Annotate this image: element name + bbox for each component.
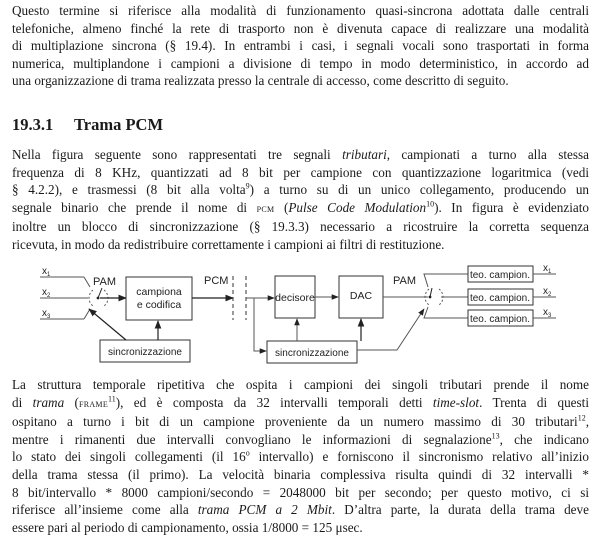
pam-label-right: PAM [393,275,417,287]
section-heading [12,115,163,135]
decisor-label: decisore [275,292,315,304]
text-run: ). In figura è evidenziato [434,199,589,215]
text-line [12,448,589,466]
footnote-ref[interactable]: 12 [577,413,586,423]
sync-label-right: sincronizzazione [275,348,349,359]
text-run: di [12,394,33,410]
pcm-block-diagram [0,258,600,370]
italic-term: trama PCM a 2 Mbit [197,502,332,518]
text-run: ( [274,199,289,215]
text-run: ( [64,394,79,410]
ordinal-mark: o [245,448,250,458]
small-caps-term: frame [78,397,109,410]
text-run: segnale binario che prende il nome di [12,199,257,215]
dac-label: DAC [349,290,373,302]
text-run: ) a turno su di un unico collegamento, producendo un [249,182,590,198]
text-line: La struttura temporale ripetitiva che ospita i campioni dei singoli tributari prende il nome [12,377,589,392]
output-label-1: $x_1$ [543,263,552,275]
text-run: § 4.2.2), e trasmessi (8 bit alla volta [12,182,246,198]
text-line: ricevuta, in modo da redistribuire correttamente i campioni ai filtri di restituzione. [12,236,445,252]
text-line [12,413,589,431]
text-line [12,394,589,414]
text-run: . D’altra parte, la durata della trama deve [331,502,589,518]
multiplexer-switch-icon [89,288,108,306]
text-run: ), ed è composta da 32 intervalli temporali detti [115,394,433,410]
text-line: inoltre un blocco di sincronizzazione (§ 19.3.3) necessario a ricostruire la corretta sequenza [12,219,589,235]
text-run: , [585,414,589,430]
small-caps-term: pcm [256,202,275,215]
text-line [12,146,589,164]
text-line [12,431,589,449]
text-line: della trama stessa (il primo). La velocità binaria complessiva risulta quindi di 32 intervalli * [12,466,589,482]
input-label-2: $x_2$ [42,287,51,299]
text-line [12,501,589,519]
text-run: , che indicano [499,431,589,447]
text-run: , campionati a turno alla stessa [386,147,589,162]
text-line: di multiplazione sincrona (§ 19.4). In entrambi i casi, i segnali vocali sono trasportati in forma [12,38,589,54]
text-run: lo stato dei singoli collegamenti (il 16 [12,449,246,465]
text-line: una organizzazione di trama realizzata presso la centrale di accesso, come descritto di seguito. [12,73,509,89]
italic-term: time-slot [432,394,480,410]
output-label-2: $x_2$ [543,286,552,298]
text-line [12,181,589,199]
filter-label-1: teo. campion. [469,270,531,281]
encoder-label-line1: campiona [136,286,182,298]
filter-label-3: teo. campion. [469,314,531,325]
footnote-ref[interactable]: 10 [426,199,435,209]
output-label-3: $x_3$ [543,307,552,319]
sync-label-left: sincronizzazione [108,347,182,358]
channel-break [233,276,246,320]
text-run: mentre i rimanenti due intervalli convogliano le informazioni di segnalazione [12,431,492,447]
encoder-label-line2: e codifica [136,299,182,311]
text-line [12,199,589,219]
text-line: frequenza di 8 KHz, quantizzati ad 8 bit per campione con quantizzazione logaritmica (vedi [12,164,589,180]
text-line: Questo termine si riferisce alla modalità di funzionamento quasi-sincrona adottata dalle centrali [12,3,589,18]
footnote-ref[interactable]: 11 [108,394,116,404]
input-label-3: $x_3$ [42,308,51,320]
text-line: 8 bit/intervallo * 8000 campioni/secondo = 2048000 bit per secondo; per questo motivo, ci si [12,484,589,500]
filter-label-2: teo. campion. [469,293,531,304]
tributaries-paragraph [12,146,589,254]
section-number: 19.3.1 [12,115,54,134]
input-label-1: $x_1$ [42,266,51,278]
section-title: Trama PCM [74,115,164,134]
pam-label-left: PAM [93,276,117,288]
frame-paragraph [12,376,589,536]
italic-term: tributari [342,147,387,162]
italic-term: Pulse Code Modulation [288,199,427,215]
footnote-ref[interactable]: 9 [245,181,250,191]
footnote-ref[interactable]: 13 [491,431,500,441]
pcm-label: PCM [204,275,229,287]
text-line: telefoniche, almeno finché la rete di trasporto non è divenuta capace di realizzare una modalità [12,20,589,36]
text-run: intervallo) e forniscono il sincronismo relativo all’inizio [249,449,589,465]
text-line: numerica, multiplandone i campioni a divisione di tempo in modo deterministico, in accordo ad [12,55,589,71]
text-run: ospitano a turno i bit di un campione proveniente da un numero massimo di 30 tributari [12,414,578,430]
text-run: Nella figura seguente sono rappresentati tre segnali [12,147,343,162]
italic-term: trama [32,394,65,410]
text-run: riferisce all’insieme come alla [12,502,198,518]
intro-paragraph [12,2,589,90]
text-run: . Trenta di questi [479,394,589,410]
text-line: essere pari al periodo di campionamento, ossia 1/8000 = 125 μsec. [12,519,363,535]
